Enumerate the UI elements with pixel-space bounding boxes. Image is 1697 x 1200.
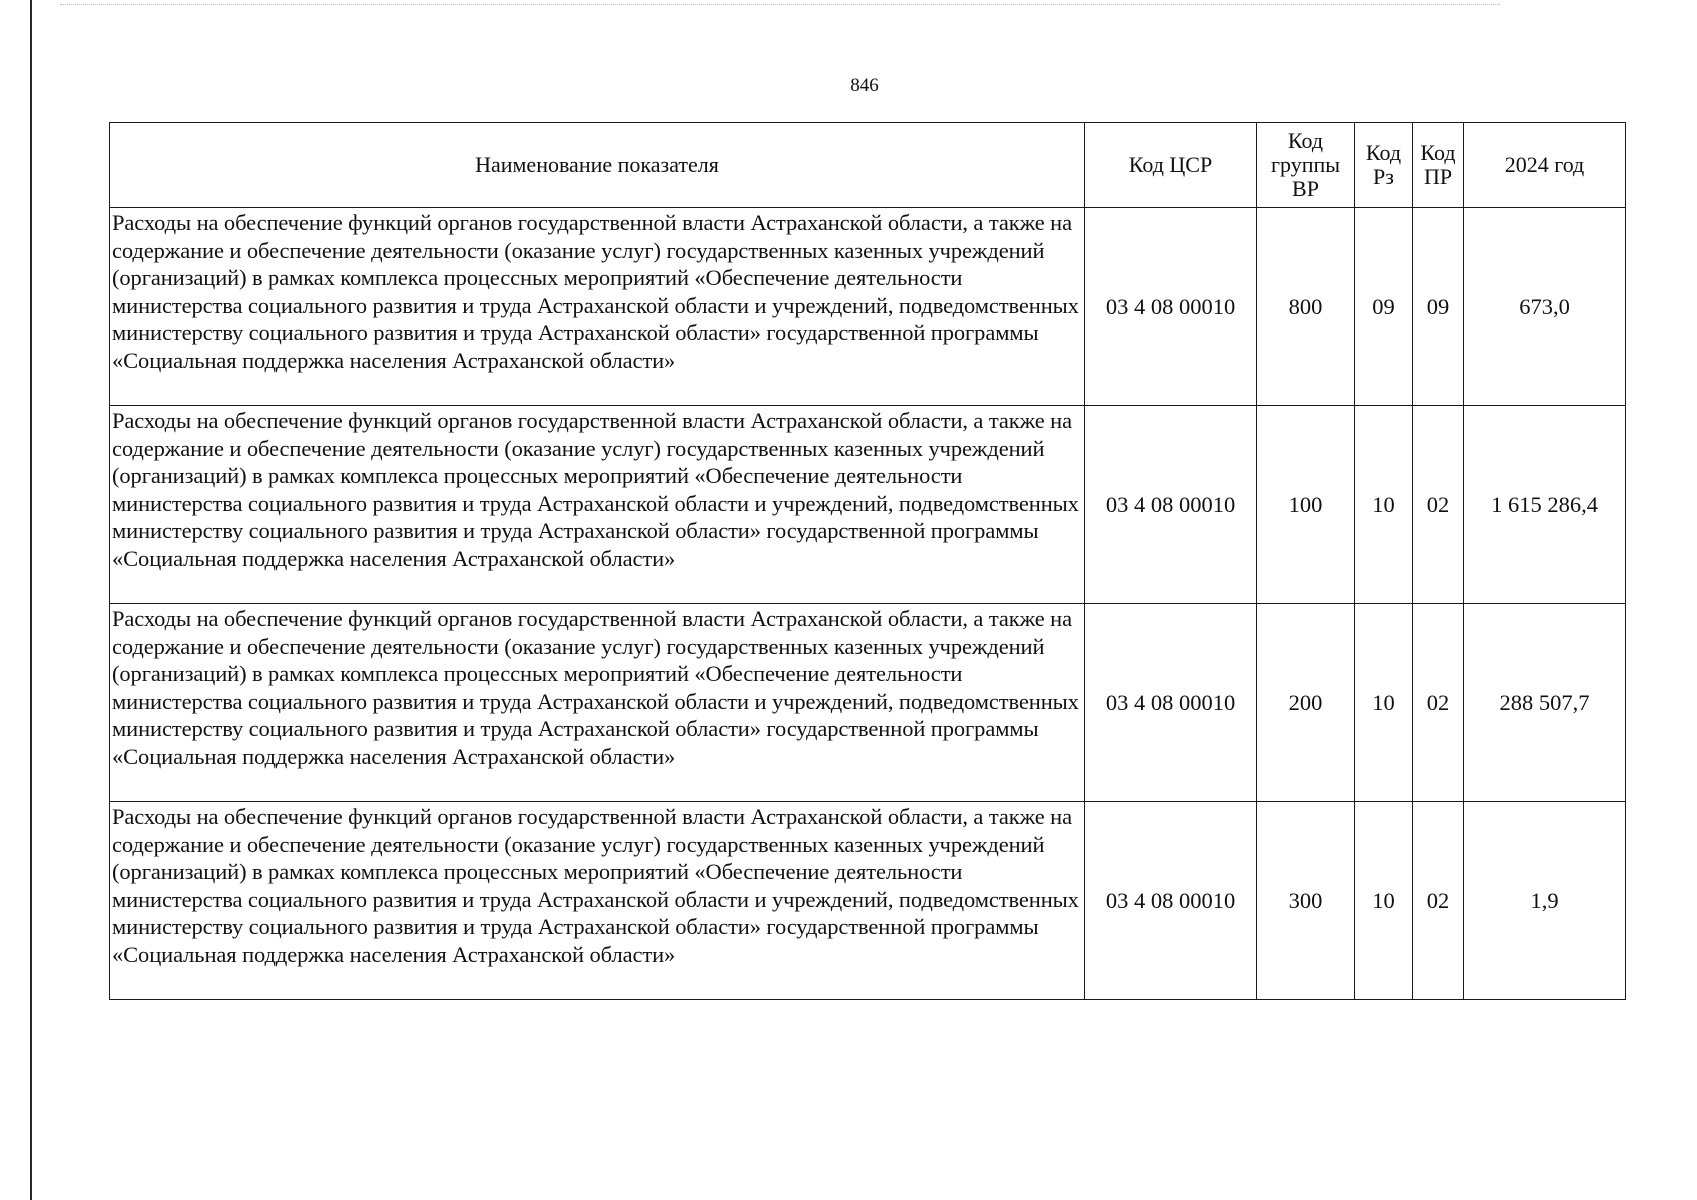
table-row	[110, 604, 1626, 802]
cell-csr-code: 03 4 08 00010	[1085, 802, 1257, 1000]
cell-csr-code: 03 4 08 00010	[1085, 208, 1257, 406]
cell-vr-group-code: 100	[1257, 406, 1355, 604]
table-row	[110, 802, 1626, 1000]
cell-vr-group-code: 300	[1257, 802, 1355, 1000]
header-rz-code: Код Рз	[1355, 123, 1413, 208]
cell-pr-code: 02	[1413, 802, 1464, 1000]
cell-pr-code: 02	[1413, 604, 1464, 802]
budget-table	[109, 122, 1626, 1000]
cell-amount-2024: 673,0	[1464, 208, 1626, 406]
cell-indicator-name: Расходы на обеспечение функций органов государственной власти Астраханской области, а также на содержание и обеспечение деятельности (оказание услуг) государственных казенных учреждений (организаций) в рамках комплекса процессных мероприятий «Обеспечение деятельности министерства социального развития и труда Астраханской области и учреждений, подведомственных министерству социального развития и труда Астраханской области» государственной программы «Социальная поддержка населения Астраханской области»	[110, 604, 1085, 802]
header-vr-group-code: Код группы ВР	[1257, 123, 1355, 208]
table-body	[110, 208, 1626, 1000]
scan-top-edge	[60, 4, 1500, 5]
header-indicator-name: Наименование показателя	[110, 123, 1085, 208]
page-number: 846	[850, 75, 879, 96]
cell-amount-2024: 1 615 286,4	[1464, 406, 1626, 604]
cell-rz-code: 10	[1355, 604, 1413, 802]
table-row	[110, 208, 1626, 406]
cell-rz-code: 10	[1355, 802, 1413, 1000]
cell-indicator-name: Расходы на обеспечение функций органов государственной власти Астраханской области, а также на содержание и обеспечение деятельности (оказание услуг) государственных казенных учреждений (организаций) в рамках комплекса процессных мероприятий «Обеспечение деятельности министерства социального развития и труда Астраханской области и учреждений, подведомственных министерству социального развития и труда Астраханской области» государственной программы «Социальная поддержка населения Астраханской области»	[110, 802, 1085, 1000]
cell-vr-group-code: 800	[1257, 208, 1355, 406]
cell-rz-code: 10	[1355, 406, 1413, 604]
cell-indicator-name: Расходы на обеспечение функций органов государственной власти Астраханской области, а также на содержание и обеспечение деятельности (оказание услуг) государственных казенных учреждений (организаций) в рамках комплекса процессных мероприятий «Обеспечение деятельности министерства социального развития и труда Астраханской области и учреждений, подведомственных министерству социального развития и труда Астраханской области» государственной программы «Социальная поддержка населения Астраханской области»	[110, 208, 1085, 406]
cell-amount-2024: 288 507,7	[1464, 604, 1626, 802]
cell-pr-code: 09	[1413, 208, 1464, 406]
cell-pr-code: 02	[1413, 406, 1464, 604]
cell-rz-code: 09	[1355, 208, 1413, 406]
table-header	[110, 123, 1626, 208]
header-year-2024: 2024 год	[1464, 123, 1626, 208]
table-row	[110, 406, 1626, 604]
cell-amount-2024: 1,9	[1464, 802, 1626, 1000]
header-pr-code: Код ПР	[1413, 123, 1464, 208]
cell-csr-code: 03 4 08 00010	[1085, 406, 1257, 604]
cell-vr-group-code: 200	[1257, 604, 1355, 802]
cell-csr-code: 03 4 08 00010	[1085, 604, 1257, 802]
scan-binding-edge	[30, 0, 32, 1200]
header-csr-code: Код ЦСР	[1085, 123, 1257, 208]
cell-indicator-name: Расходы на обеспечение функций органов государственной власти Астраханской области, а также на содержание и обеспечение деятельности (оказание услуг) государственных казенных учреждений (организаций) в рамках комплекса процессных мероприятий «Обеспечение деятельности министерства социального развития и труда Астраханской области и учреждений, подведомственных министерству социального развития и труда Астраханской области» государственной программы «Социальная поддержка населения Астраханской области»	[110, 406, 1085, 604]
header-row	[110, 123, 1626, 208]
